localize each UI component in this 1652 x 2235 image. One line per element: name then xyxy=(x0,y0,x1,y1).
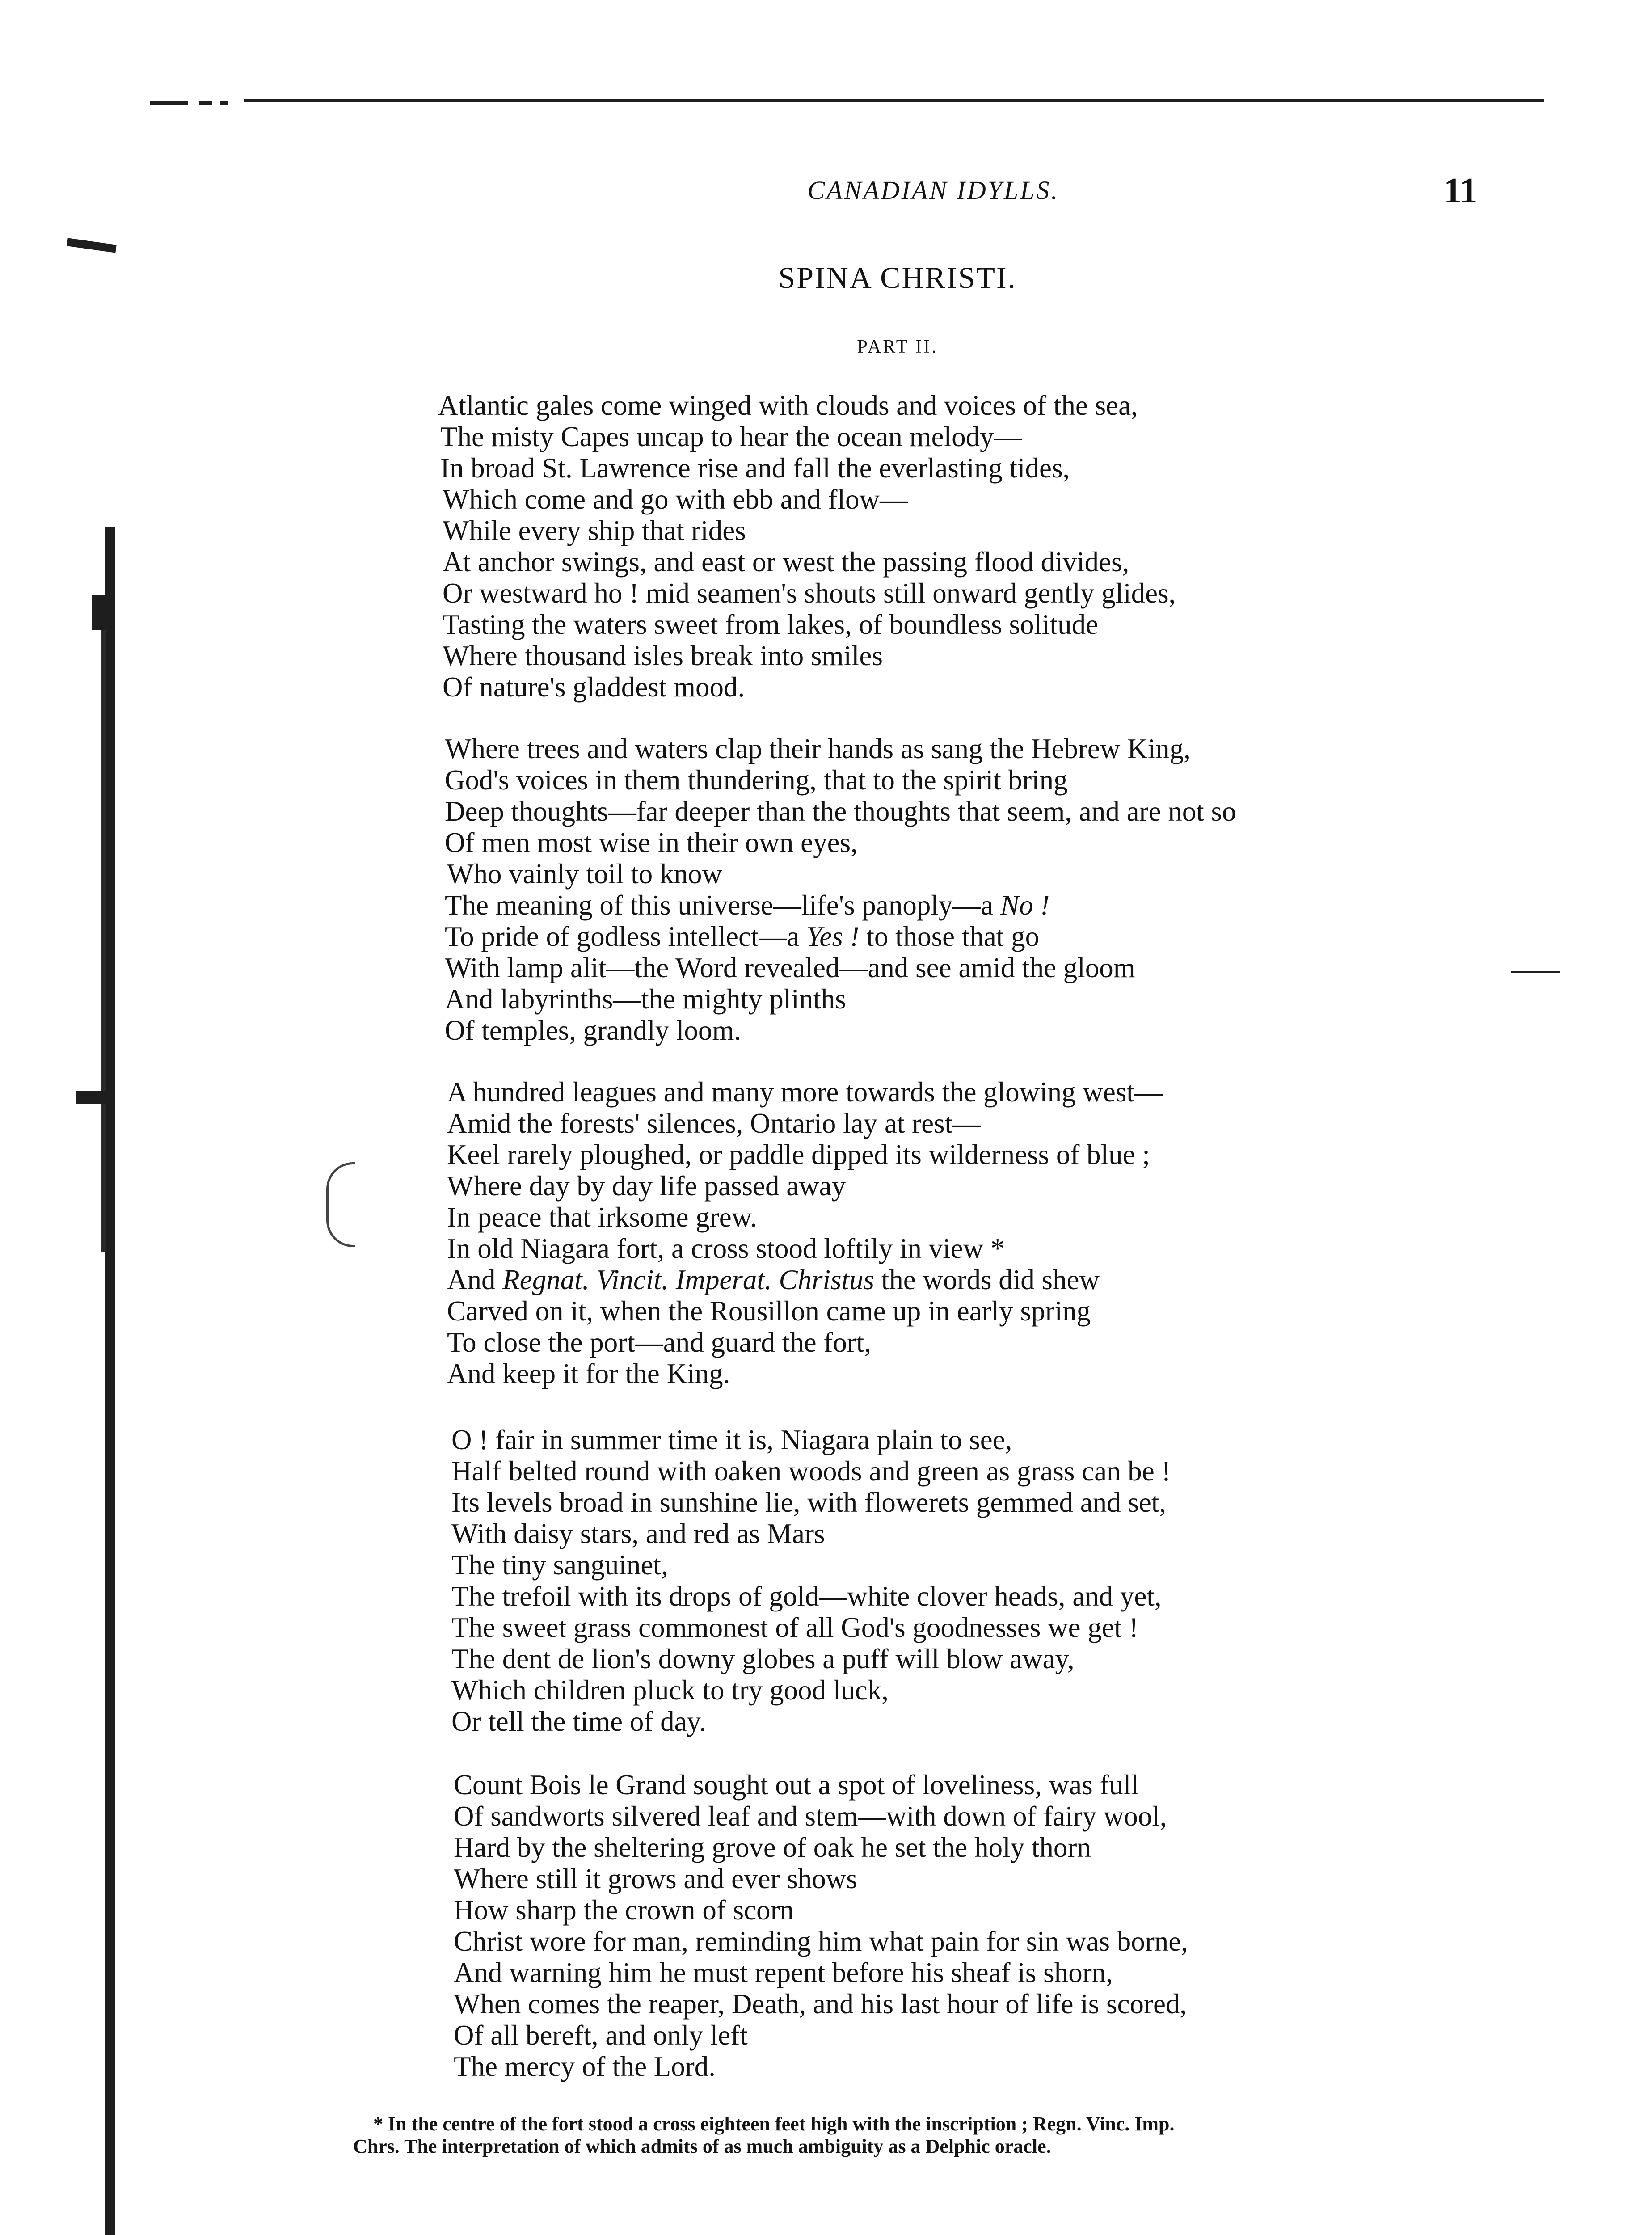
poem-line: The dent de lion's downy globes a puff will blow away, xyxy=(451,1643,1075,1674)
scan-line-mark xyxy=(1511,971,1560,973)
line-text: To pride of godless intellect—a xyxy=(445,921,807,952)
italic-word: Yes ! xyxy=(806,921,860,952)
poem-line: Of temples, grandly loom. xyxy=(445,1015,742,1046)
poem-line: O ! fair in summer time it is, Niagara plain to see, xyxy=(451,1424,1012,1455)
top-rule xyxy=(244,99,1544,102)
italic-word: No ! xyxy=(1000,890,1050,921)
poem-line: Where thousand isles break into smiles xyxy=(442,640,883,671)
poem-line: When comes the reaper, Death, and his last hour of life is scored, xyxy=(454,1988,1187,2020)
scan-blot xyxy=(92,595,110,630)
scan-dash-mark xyxy=(199,101,212,105)
italic-inscription: Regnat. Vincit. Imperat. Christus xyxy=(502,1264,875,1295)
poem-line: The tiny sanguinet, xyxy=(451,1549,668,1581)
poem-line: A hundred leagues and many more towards the glowing west— xyxy=(447,1076,1163,1108)
poem-line: And warning him he must repent before his sheaf is shorn, xyxy=(454,1957,1113,1988)
poem-line: Half belted round with oaken woods and green as grass can be ! xyxy=(451,1455,1171,1487)
line-text: the words did shew xyxy=(874,1264,1100,1295)
line-text: to those that go xyxy=(859,921,1040,952)
poem-line: Keel rarely ploughed, or paddle dipped its wilderness of blue ; xyxy=(447,1139,1150,1170)
poem-line: Who vainly toil to know xyxy=(447,858,722,890)
running-head: CANADIAN IDYLLS. xyxy=(807,176,1059,205)
poem-line: Or tell the time of day. xyxy=(451,1706,706,1737)
poem-line: Atlantic gales come winged with clouds and voices of the sea, xyxy=(438,390,1138,421)
poem-line: With daisy stars, and red as Mars xyxy=(451,1518,825,1549)
poem-line: In peace that irksome grew. xyxy=(447,1202,757,1233)
line-text: And xyxy=(447,1264,503,1295)
scan-dash-mark xyxy=(220,101,228,105)
poem-line: Carved on it, when the Rousillon came up in early spring xyxy=(447,1295,1091,1327)
poem-line: In old Niagara fort, a cross stood loftily in view * xyxy=(447,1233,1005,1264)
poem-line: Hard by the sheltering grove of oak he set the holy thorn xyxy=(454,1832,1091,1863)
poem-line: Deep thoughts—far deeper than the thoughts that seem, and are not so xyxy=(445,796,1236,827)
poem-line xyxy=(447,1264,1100,1295)
poem-line: While every ship that rides xyxy=(442,515,746,546)
poem-line: To close the port—and guard the fort, xyxy=(447,1327,872,1358)
page-number: 11 xyxy=(1444,171,1478,211)
poem-line: Tasting the waters sweet from lakes, of boundless solitude xyxy=(442,609,1099,640)
poem-line: Its levels broad in sunshine lie, with flowerets gemmed and set, xyxy=(451,1487,1167,1518)
poem-line: How sharp the crown of scorn xyxy=(454,1894,794,1926)
poem-line: Of men most wise in their own eyes, xyxy=(445,827,858,858)
poem-line: Where day by day life passed away xyxy=(447,1170,846,1202)
scan-arc-mark xyxy=(326,1162,355,1247)
scan-arrow-mark xyxy=(67,238,116,253)
binding-edge xyxy=(101,626,106,1252)
poem-line: The misty Capes uncap to hear the ocean melody— xyxy=(440,421,1022,452)
footnote-line: Chrs. The interpretation of which admits of as much ambiguity as a Delphic oracle. xyxy=(353,2135,1051,2157)
poem-line: Christ wore for man, reminding him what pain for sin was borne, xyxy=(454,1926,1188,1957)
poem-line xyxy=(445,921,1039,952)
poem-line: And labyrinths—the mighty plinths xyxy=(445,983,846,1015)
poem-line xyxy=(445,890,1049,921)
scan-blot xyxy=(76,1091,107,1104)
poem-line: At anchor swings, and east or west the passing flood divides, xyxy=(442,546,1129,578)
poem-line: In broad St. Lawrence rise and fall the everlasting tides, xyxy=(440,452,1070,484)
poem-line: Which children pluck to try good luck, xyxy=(451,1674,889,1706)
poem-line: The trefoil with its drops of gold—white clover heads, and yet, xyxy=(451,1581,1162,1612)
footnote-line: * In the centre of the fort stood a cross eighteen feet high with the inscription ; Regn. Vinc. Imp. xyxy=(373,2113,1175,2135)
poem-line: Of nature's gladdest mood. xyxy=(442,671,745,703)
poem-line: Of all bereft, and only left xyxy=(454,2020,748,2051)
poem-line: Count Bois le Grand sought out a spot of loveliness, was full xyxy=(454,1769,1139,1801)
line-text: The meaning of this universe—life's panoply—a xyxy=(445,890,1001,921)
poem-line: Of sandworts silvered leaf and stem—with down of fairy wool, xyxy=(454,1801,1167,1832)
poem-line: Where trees and waters clap their hands as sang the Hebrew King, xyxy=(445,733,1191,764)
poem-line: Which come and go with ebb and flow— xyxy=(442,484,908,515)
poem-line: The sweet grass commonest of all God's goodnesses we get ! xyxy=(451,1612,1139,1643)
poem-line: Where still it grows and ever shows xyxy=(454,1863,857,1894)
poem-line: And keep it for the King. xyxy=(447,1358,730,1389)
poem-line: God's voices in them thundering, that to the spirit bring xyxy=(445,764,1068,796)
scan-dash-mark xyxy=(150,101,188,105)
poem-line: The mercy of the Lord. xyxy=(454,2051,716,2082)
poem-line: With lamp alit—the Word revealed—and see amid the gloom xyxy=(445,952,1135,983)
binding-edge xyxy=(105,527,115,2235)
poem-title: SPINA CHRISTI. xyxy=(778,261,1017,295)
poem-line: Or westward ho ! mid seamen's shouts still onward gently glides, xyxy=(442,578,1176,609)
part-label: PART II. xyxy=(857,337,938,357)
poem-line: Amid the forests' silences, Ontario lay at rest— xyxy=(447,1108,981,1139)
